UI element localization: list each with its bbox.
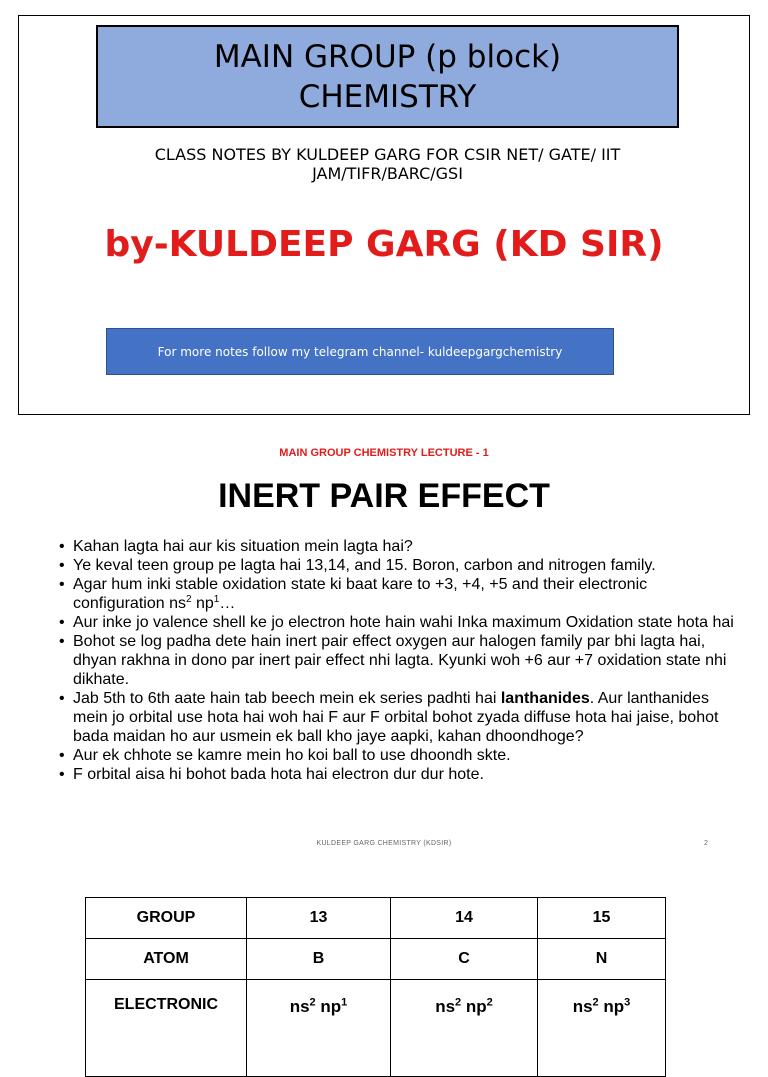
table-header-cell: GROUP [86, 898, 247, 939]
bullet-text-config: np [191, 595, 214, 612]
list-item [56, 746, 746, 765]
superscript: 3 [624, 996, 631, 1008]
telegram-banner: For more notes follow my telegram channel- kuldeepgargchemistry [106, 328, 614, 375]
title-banner [96, 25, 679, 128]
title-line-2: CHEMISTRY [298, 78, 477, 115]
table-cell: ATOM [86, 939, 247, 980]
superscript: 2 [486, 996, 493, 1008]
list-item [56, 537, 746, 556]
subtitle-line-1: CLASS NOTES BY KULDEEP GARG FOR CSIR NET/ GATE/ IIT [154, 145, 621, 164]
bullet-text: Ye keval teen group pe lagta hai 13,14, and 15. Boron, carbon and nitrogen family. [73, 557, 656, 574]
bullet-text-config: … [219, 595, 236, 612]
config-s: ns [289, 996, 310, 1016]
list-item [56, 613, 746, 632]
subtitle-line-2: JAM/TIFR/BARC/GSI [312, 164, 463, 183]
slide-footer: KULDEEP GARG CHEMISTRY (KDSIR) [316, 840, 452, 847]
table-row [86, 980, 666, 1077]
superscript: 1 [341, 996, 348, 1008]
table-cell: N [538, 939, 666, 980]
list-item [56, 765, 746, 784]
group-table [85, 897, 666, 1077]
list-item [56, 575, 746, 613]
bullet-text: Bohot se log padha dete hain inert pair effect oxygen aur halogen family par bhi lagta hai, dhyan rakhna in dono par inert pair effect nhi lagta. Kyunki woh +6 aur +7 oxidation state nhi dikhate. [73, 633, 727, 688]
table-cell [391, 980, 538, 1077]
table-header-cell: 13 [247, 898, 391, 939]
page-number: 2 [704, 840, 708, 847]
bullet-text: Kahan lagta hai aur kis situation mein lagta hai? [73, 538, 413, 555]
superscript: 2 [455, 996, 462, 1008]
bullet-text: Aur ek chhote se kamre mein ho koi ball to use dhoondh skte. [73, 747, 511, 764]
bullet-text-config: configuration ns [73, 595, 186, 612]
config-p: np [598, 996, 625, 1016]
table-cell: ELECTRONIC [86, 980, 247, 1077]
title-line-1: MAIN GROUP (p block) [213, 38, 562, 75]
config-p: np [315, 996, 342, 1016]
table-header-cell: 14 [391, 898, 538, 939]
page-title: INERT PAIR EFFECT [218, 477, 550, 515]
superscript: 1 [213, 594, 220, 605]
bold-term: lanthanides [500, 690, 590, 707]
bullet-text: Jab 5th to 6th aate hain tab beech mein ek series padhti hai [73, 690, 501, 707]
bullet-text: Agar hum inki stable oxidation state ki baat kare to +3, +4, +5 and their electronic [73, 576, 648, 593]
table-cell [538, 980, 666, 1077]
config-value [573, 997, 631, 1016]
list-item [56, 632, 746, 689]
table-cell: C [391, 939, 538, 980]
table-header-cell: 15 [538, 898, 666, 939]
lecture-label: MAIN GROUP CHEMISTRY LECTURE - 1 [279, 447, 489, 459]
superscript: 2 [592, 996, 599, 1008]
bullet-text: . Aur lanthanides mein jo orbital use hota hai woh hai F aur F orbital bohot zyada diffuse hota hai jaise, bohot bada maidan ho aur usmein ek ball kho jaye aapki, kahan dhoondhoge? [73, 690, 719, 745]
author-name: by-KULDEEP GARG (KD SIR) [104, 224, 664, 265]
table-row [86, 898, 666, 939]
bullet-text: F orbital aisa hi bohot bada hota hai electron dur dur hote. [73, 766, 484, 783]
config-s: ns [435, 996, 456, 1016]
superscript: 2 [185, 594, 192, 605]
subtitle [96, 145, 679, 183]
table-cell [247, 980, 391, 1077]
config-value [290, 997, 348, 1016]
config-value [435, 997, 493, 1016]
config-s: ns [572, 996, 593, 1016]
list-item [56, 689, 746, 746]
list-item [56, 556, 746, 575]
table-row [86, 939, 666, 980]
bullet-text: Aur inke jo valence shell ke jo electron hote hain wahi Inka maximum Oxidation state hota hai [73, 614, 734, 631]
table-cell: B [247, 939, 391, 980]
superscript: 2 [309, 996, 316, 1008]
bullet-list [56, 537, 746, 784]
config-p: np [461, 996, 487, 1016]
